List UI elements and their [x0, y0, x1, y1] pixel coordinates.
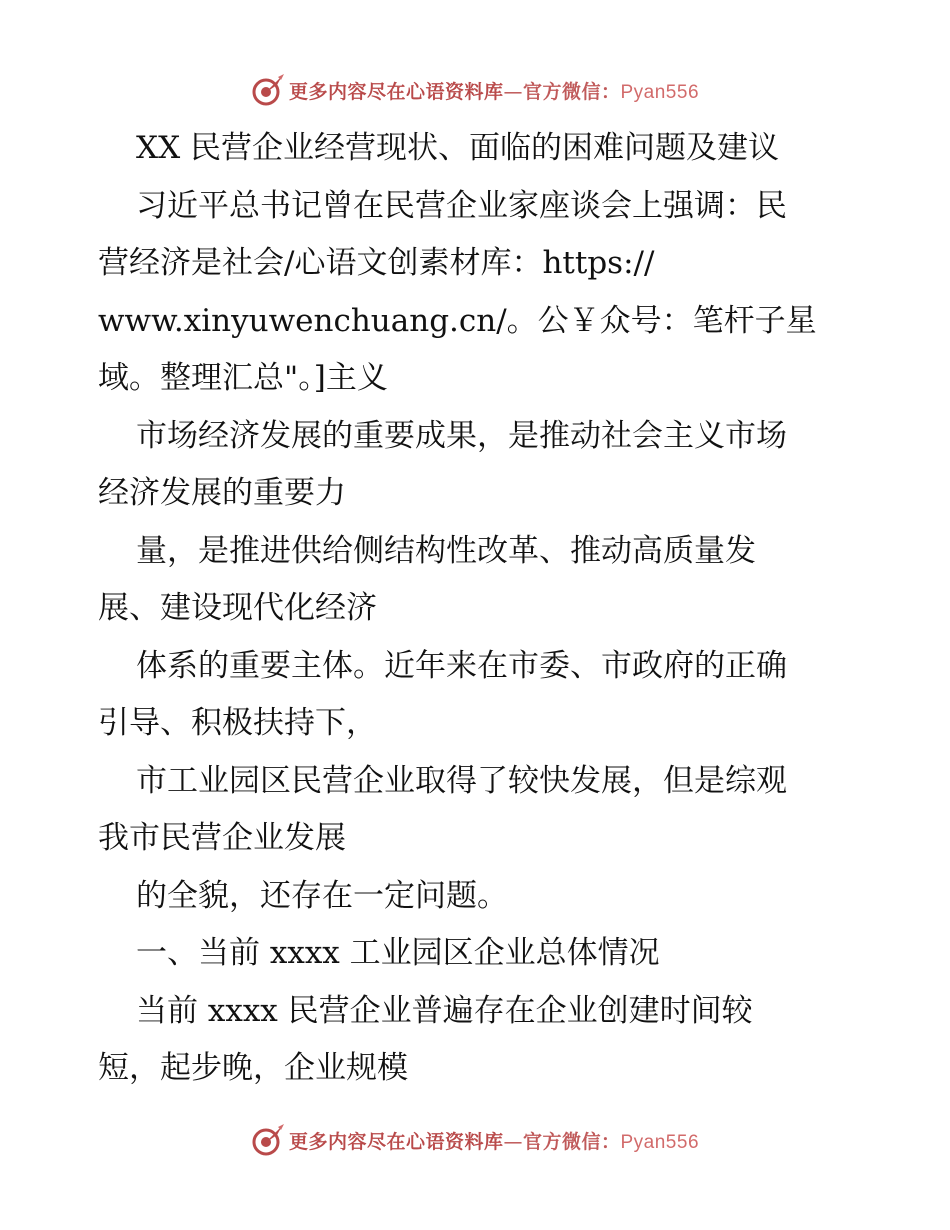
- paragraph-line: 当前 xxxx 民营企业普遍存在企业创建时间较: [136, 992, 753, 1029]
- watermark-separator: —: [503, 80, 523, 103]
- paragraph-line: 域。整理汇总"。]主义: [98, 360, 388, 396]
- paragraph-line: 市场经济发展的重要成果，是推动社会主义市场: [136, 417, 787, 454]
- paragraph-line: www.xinyuwenchuang.cn/。公￥众号：笔杆子星: [98, 302, 817, 339]
- watermark-brand: 更多内容尽在心语资料库: [288, 80, 504, 103]
- paragraph-line: 引导、积极扶持下，: [98, 705, 377, 741]
- paragraph-line: 经济发展的重要力: [98, 475, 346, 511]
- watermark-brand: 更多内容尽在心语资料库: [288, 1130, 504, 1153]
- paragraph-line: 展、建设现代化经济: [98, 590, 377, 626]
- paragraph-line: 我市民营企业发展: [98, 820, 346, 856]
- document-body: [98, 120, 858, 1098]
- paragraph-line: 市工业园区民营企业取得了较快发展，但是综观: [136, 762, 787, 799]
- watermark-banner-bottom: [0, 1120, 950, 1160]
- paragraph-line: 短，起步晚，企业规模: [98, 1050, 408, 1086]
- watermark-wechat-id: Pyan556: [620, 81, 700, 103]
- watermark-contact-label: 官方微信：: [522, 80, 621, 103]
- paragraph-line: 营经济是社会/心语文创素材库：https://: [98, 245, 655, 281]
- watermark-text: [289, 77, 699, 104]
- watermark-wechat-id: Pyan556: [620, 1131, 700, 1153]
- paragraph-line: 的全貌，还存在一定问题。: [136, 877, 508, 914]
- quill-in-circle-icon: [251, 1123, 285, 1157]
- document-title: XX 民营企业经营现状、面临的困难问题及建议: [136, 130, 779, 166]
- watermark-contact-label: 官方微信：: [522, 1130, 621, 1153]
- watermark-banner-top: [0, 70, 950, 110]
- paragraph-line: 量，是推进供给侧结构性改革、推动高质量发: [136, 532, 756, 569]
- watermark-separator: —: [503, 1130, 523, 1153]
- quill-in-circle-icon: [251, 73, 285, 107]
- paragraph-line: 体系的重要主体。近年来在市委、市政府的正确: [136, 647, 787, 684]
- paragraph-line: 习近平总书记曾在民营企业家座谈会上强调：民: [136, 187, 787, 224]
- section-heading: 一、当前 xxxx 工业园区企业总体情况: [136, 935, 660, 971]
- watermark-text: [289, 1127, 699, 1154]
